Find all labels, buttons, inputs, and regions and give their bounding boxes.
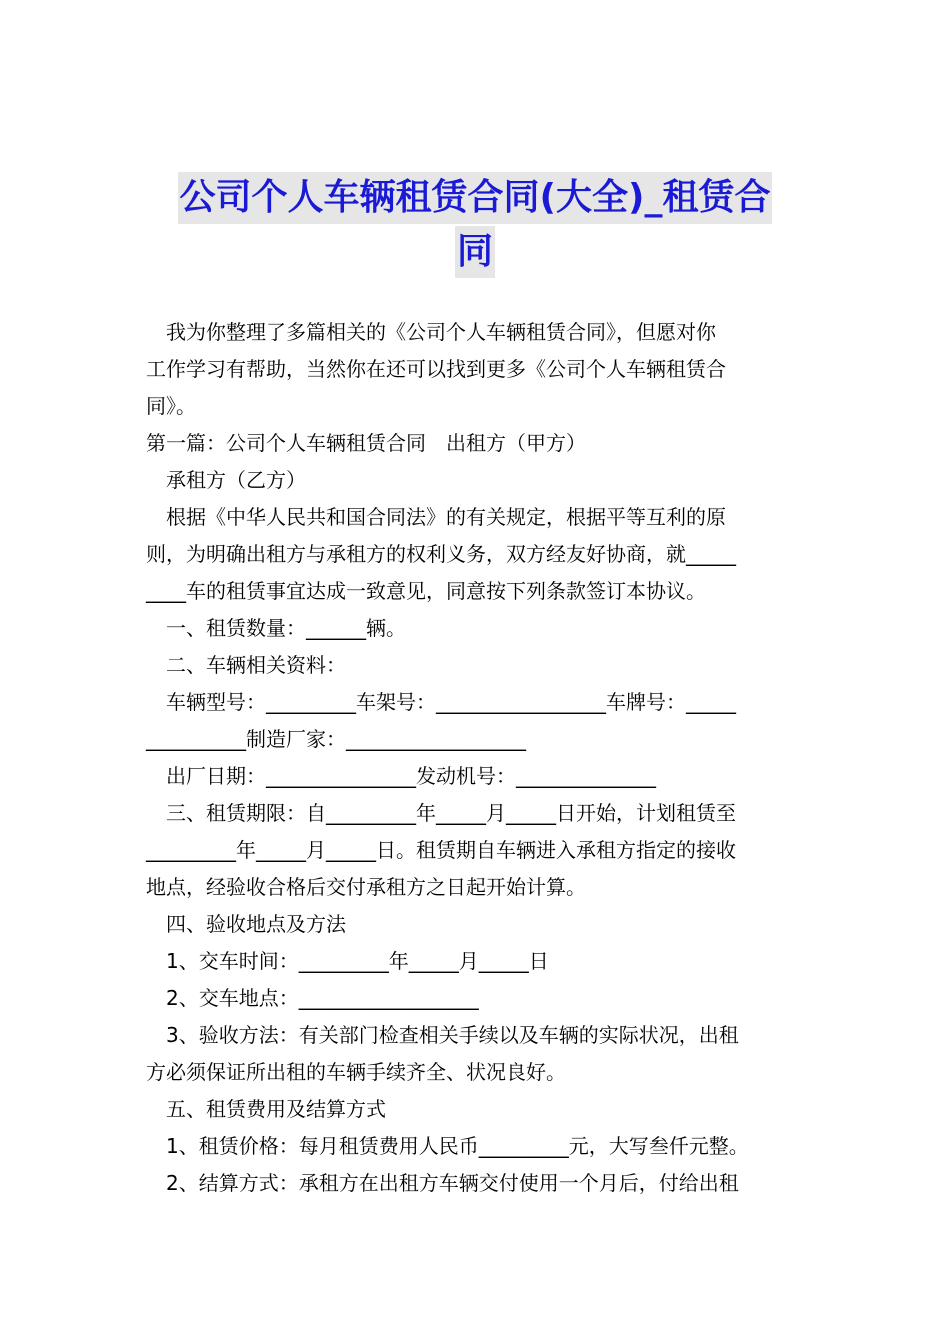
clause-term-line-3: 地点，经验收合格后交付承租方之日起开始计算。 [146,875,586,899]
intro-line-3: 同》。 [146,394,196,418]
document-body [146,314,808,1202]
section-heading-first: 第一篇：公司个人车辆租赁合同 出租方（甲方） [146,431,586,455]
intro-line-1: 我为你整理了多篇相关的《公司个人车辆租赁合同》，但愿对你 [166,320,716,344]
title-line-2: 同 [455,226,495,278]
lessee-line: 承租方（乙方） [166,468,306,492]
preamble-line-3: ____车的租赁事宜达成一致意见，同意按下列条款签订本协议。 [146,579,706,603]
inspection-method-line-1: 3、验收方法：有关部门检查相关手续以及车辆的实际状况，出租 [166,1023,739,1047]
fees-price: 1、租赁价格：每月租赁费用人民币_________元，大写叁仟元整。 [166,1134,749,1158]
title-line-1: 公司个人车辆租赁合同(大全)_租赁合 [178,172,773,224]
vehicle-info-line-2: __________制造厂家：__________________ [146,727,526,751]
vehicle-info-line-3: 出厂日期：_______________发动机号：______________ [166,764,656,788]
intro-line-2: 工作学习有帮助，当然你在还可以找到更多《公司个人车辆租赁合 [146,357,726,381]
preamble-line-2: 则，为明确出租方与承租方的权利义务，双方经友好协商，就_____ [146,542,736,566]
clause-inspection: 四、验收地点及方法 [166,912,346,936]
inspection-place: 2、交车地点：__________________ [166,986,479,1010]
document-title [0,172,950,278]
clause-quantity: 一、租赁数量：______辆。 [166,616,406,640]
vehicle-info-line-1: 车辆型号：_________车架号：_________________车牌号：_____ [166,690,736,714]
fees-settlement: 2、结算方式：承租方在出租方车辆交付使用一个月后，付给出租 [166,1171,739,1195]
clause-term-line-1: 三、租赁期限：自_________年_____月_____日开始，计划租赁至 [166,801,736,825]
inspection-method-line-2: 方必须保证所出租的车辆手续齐全、状况良好。 [146,1060,566,1084]
inspection-time: 1、交车时间：_________年_____月_____日 [166,949,549,973]
clause-fees: 五、租赁费用及结算方式 [166,1097,386,1121]
clause-term-line-2: _________年_____月_____日。租赁期自车辆进入承租方指定的接收 [146,838,736,862]
preamble-line-1: 根据《中华人民共和国合同法》的有关规定，根据平等互利的原 [166,505,726,529]
clause-vehicle-info: 二、车辆相关资料： [166,653,346,677]
